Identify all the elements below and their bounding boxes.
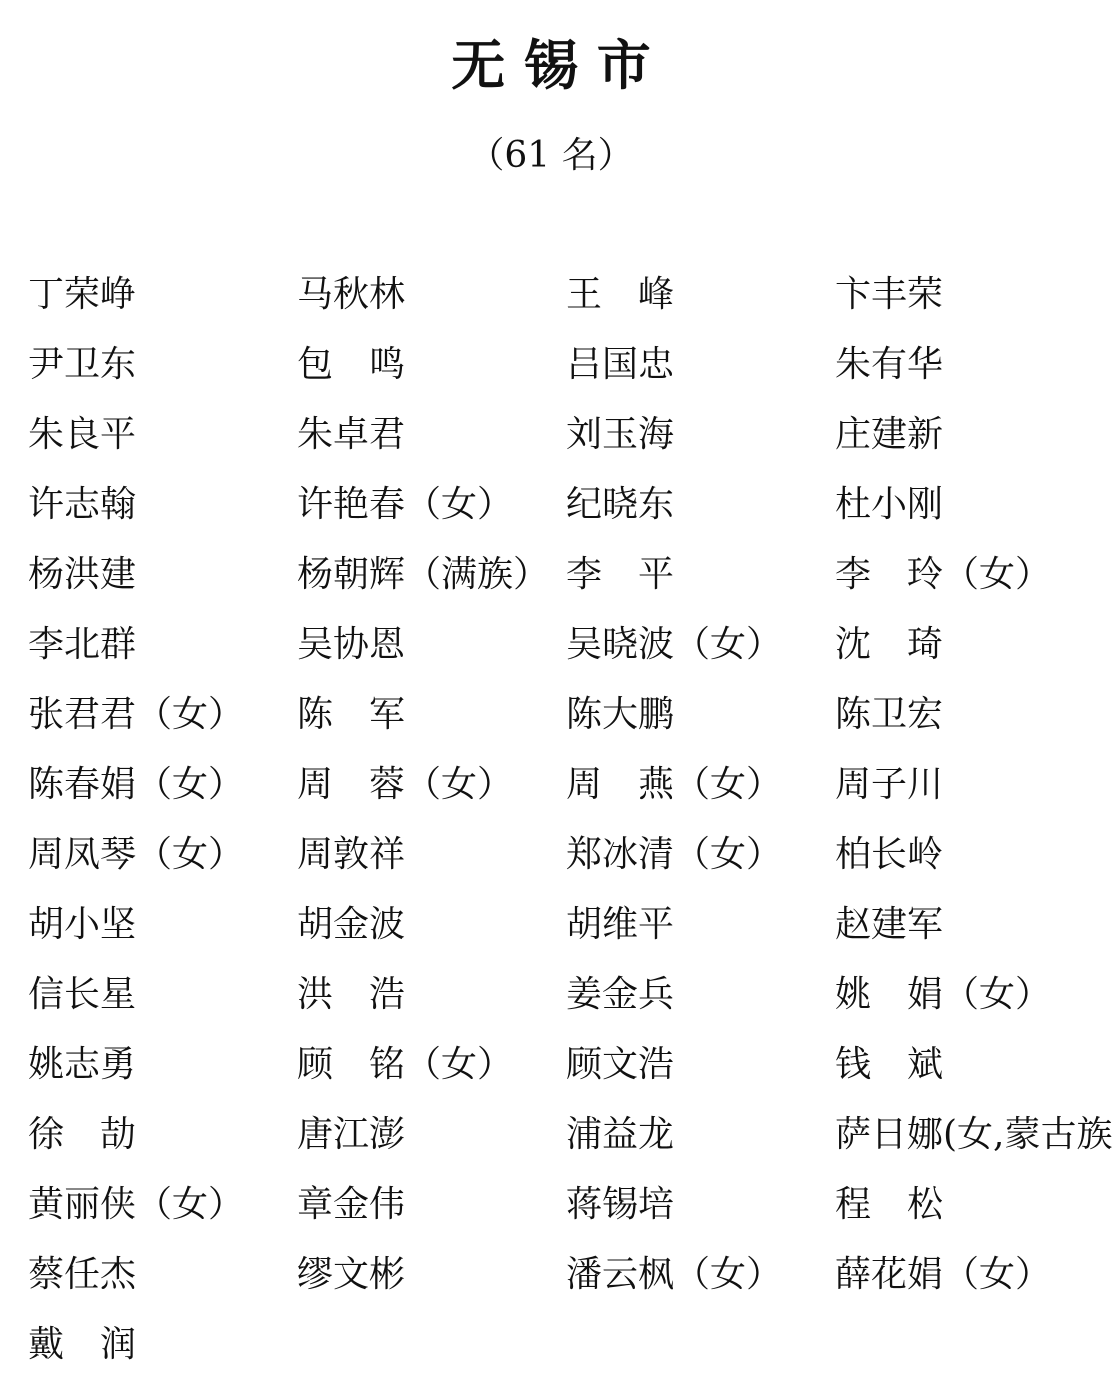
list-item: 姜金兵	[566, 974, 675, 1015]
list-item: 李北群	[28, 624, 137, 665]
list-item: 萨日娜(女,蒙古族	[835, 1114, 1113, 1155]
page-title: 无 锡 市	[451, 33, 651, 97]
list-item: 程 松	[835, 1184, 944, 1225]
list-item: 柏长岭	[835, 834, 944, 875]
list-item: 杨洪建	[28, 554, 137, 595]
list-item: 周凤琴（女）	[28, 834, 245, 875]
list-item: 赵建军	[835, 904, 944, 945]
list-item: 徐 劼	[28, 1114, 137, 1155]
list-item: 郑冰清（女）	[566, 834, 783, 875]
list-item: 吴协恩	[297, 624, 406, 665]
list-item: 吴晓波（女）	[566, 624, 783, 665]
list-item: 李 平	[566, 554, 675, 595]
list-item: 戴 润	[28, 1324, 137, 1365]
list-item: 周敦祥	[297, 834, 406, 875]
list-item: 马秋林	[297, 274, 406, 315]
list-item: 许艳春（女）	[297, 484, 514, 525]
name-count: （61 名）	[468, 135, 634, 176]
list-item: 陈卫宏	[835, 694, 944, 735]
list-item: 缪文彬	[297, 1254, 406, 1295]
list-item: 尹卫东	[28, 344, 137, 385]
list-item: 沈 琦	[835, 624, 944, 665]
list-item: 周 燕（女）	[566, 764, 783, 805]
list-item: 吕国忠	[566, 344, 675, 385]
list-item: 黄丽侠（女）	[28, 1184, 245, 1225]
list-item: 周 蓉（女）	[297, 764, 514, 805]
list-item: 周子川	[835, 764, 944, 805]
list-item: 许志翰	[28, 484, 137, 525]
list-item: 顾 铭（女）	[297, 1044, 514, 1085]
list-item: 蒋锡培	[566, 1184, 675, 1225]
list-item: 钱 斌	[835, 1044, 944, 1085]
list-item: 顾文浩	[566, 1044, 675, 1085]
list-item: 李 玲（女）	[835, 554, 1052, 595]
list-item: 朱卓君	[297, 414, 406, 455]
list-item: 薛花娟（女）	[835, 1254, 1052, 1295]
name-list	[28, 270, 1113, 1390]
list-item: 卞丰荣	[835, 274, 944, 315]
list-item: 刘玉海	[566, 414, 675, 455]
list-item: 浦益龙	[566, 1114, 675, 1155]
list-item: 章金伟	[297, 1184, 406, 1225]
list-item: 张君君（女）	[28, 694, 245, 735]
list-item: 庄建新	[835, 414, 944, 455]
list-item: 陈 军	[297, 694, 406, 735]
list-item: 洪 浩	[297, 974, 406, 1015]
list-item: 纪晓东	[566, 484, 675, 525]
list-item: 潘云枫（女）	[566, 1254, 783, 1295]
list-item: 信长星	[28, 974, 137, 1015]
list-item: 包 鸣	[297, 344, 406, 385]
list-item: 胡维平	[566, 904, 675, 945]
list-item: 陈大鹏	[566, 694, 675, 735]
list-item: 唐江澎	[297, 1114, 406, 1155]
list-item: 王 峰	[566, 274, 675, 315]
list-item: 杜小刚	[835, 484, 944, 525]
list-item: 陈春娟（女）	[28, 764, 245, 805]
list-item: 姚志勇	[28, 1044, 137, 1085]
list-item: 丁荣峥	[28, 274, 137, 315]
list-item: 胡小坚	[28, 904, 137, 945]
list-item: 朱有华	[835, 344, 944, 385]
list-item: 杨朝辉（满族）	[297, 554, 550, 595]
list-item: 朱良平	[28, 414, 137, 455]
list-item: 蔡任杰	[28, 1254, 137, 1295]
list-item: 胡金波	[297, 904, 406, 945]
list-item: 姚 娟（女）	[835, 974, 1052, 1015]
